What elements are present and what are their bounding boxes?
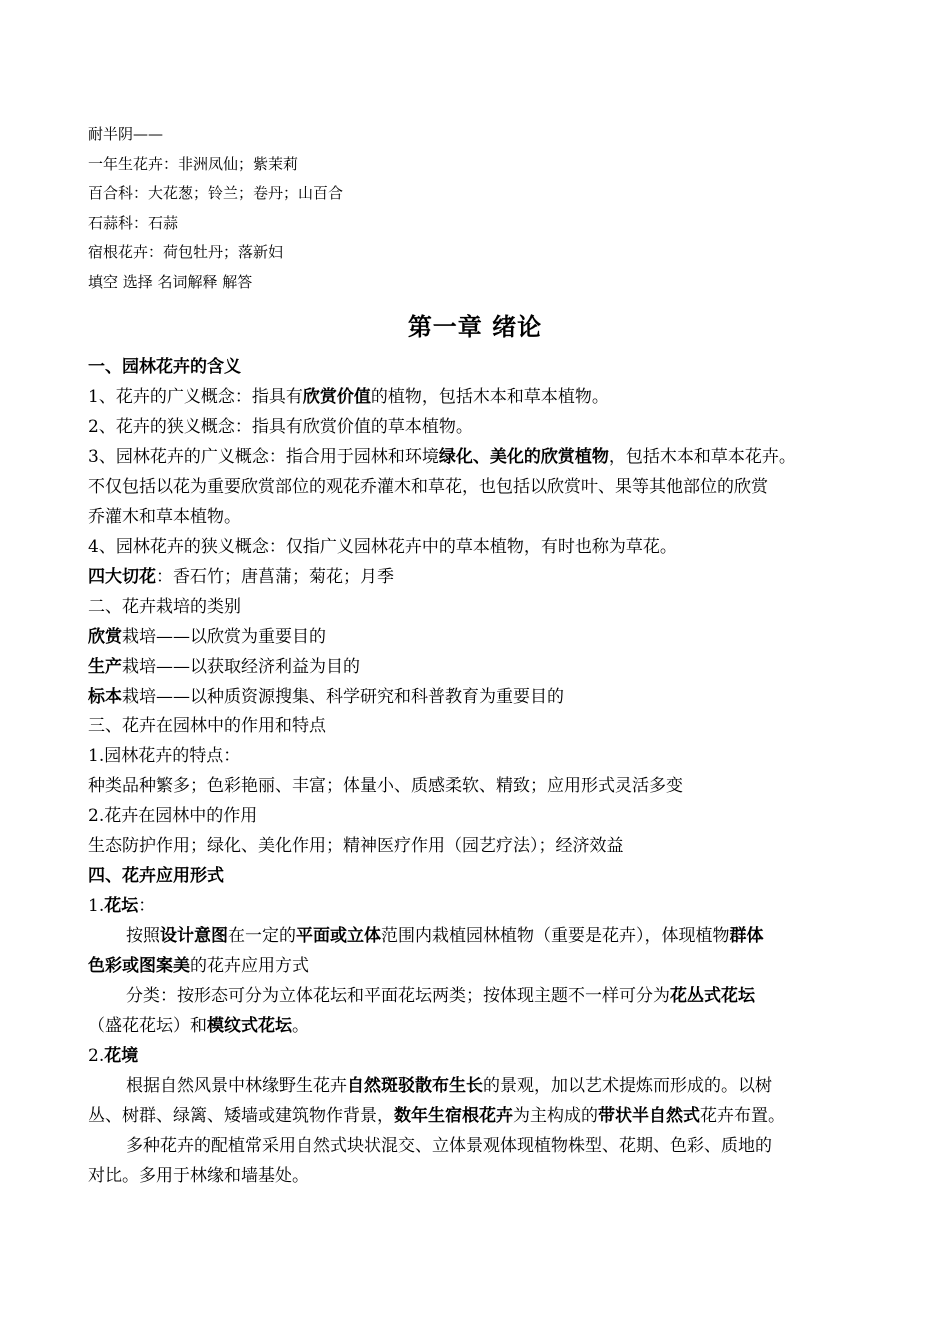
intro-line-5: 宿根花卉：荷包牡丹；落新妇 [88,243,284,261]
flower-bed-classification-line-2: （盛花花坛）和模纹式花坛。 [88,1016,309,1036]
cultivation-type-3: 标本栽培——以种质资源搜集、科学研究和科普教育为重要目的 [88,687,564,707]
flower-bed-classification: 分类：按形态可分为立体花坛和平面花坛两类；按体现主题不一样可分为花丛式花坛 [126,986,755,1006]
four-cut-flowers: 四大切花：香石竹；唐菖蒲；菊花；月季 [88,567,394,587]
intro-line-3: 百合科：大花葱；铃兰；卷丹；山百合 [88,184,344,202]
intro-line-4: 石蒜科：石蒜 [88,214,179,232]
section-1-heading: 一、园林花卉的含义 [88,357,241,377]
flower-bed-definition: 按照设计意图在一定的平面或立体范围内栽植园林植物（重要是花卉），体现植物群体 [126,926,764,946]
section-4-heading: 四、花卉应用形式 [88,866,224,886]
flower-border-definition-line-2: 丛、树群、绿篱、矮墙或建筑物作背景，数年生宿根花卉为主构成的带状半自然式花卉布置。 [88,1106,785,1126]
intro-line-2: 一年生花卉：非洲凤仙；紫茉莉 [88,155,299,173]
roles-text: 生态防护作用；绿化、美化作用；精神医疗作用（园艺疗法）；经济效益 [88,836,624,856]
intro-line-6: 填空 选择 名词解释 解答 [88,273,253,291]
chapter-title: 第一章 绪论 [407,312,543,341]
roles-heading: 2.花卉在园林中的作用 [88,806,258,826]
flower-border-heading: 2.花境 [88,1046,139,1066]
cultivation-type-1: 欣赏栽培——以欣赏为重要目的 [88,627,326,647]
definition-3-line-3: 乔灌木和草本植物。 [88,507,241,527]
cultivation-type-2: 生产栽培——以获取经济利益为目的 [88,657,360,677]
definition-2: 2、花卉的狭义概念：指具有欣赏价值的草本植物。 [88,417,473,437]
features-heading: 1.园林花卉的特点： [88,746,241,766]
section-3-heading: 三、花卉在园林中的作用和特点 [88,716,326,736]
flower-border-planting-line-2: 对比。多用于林缘和墙基处。 [88,1166,309,1186]
features-text: 种类品种繁多；色彩艳丽、丰富；体量小、质感柔软、精致；应用形式灵活多变 [88,776,683,796]
flower-border-definition: 根据自然风景中林缘野生花卉自然斑驳散布生长的景观，加以艺术提炼而形成的。以树 [126,1076,772,1096]
flower-bed-heading: 1.花坛： [88,896,156,916]
flower-border-planting: 多种花卉的配植常采用自然式块状混交、立体景观体现植物株型、花期、色彩、质地的 [126,1136,772,1156]
definition-3: 3、园林花卉的广义概念：指合用于园林和环境绿化、美化的欣赏植物，包括木本和草本花卉。 [88,447,796,467]
intro-line-1: 耐半阴—— [88,125,164,143]
definition-3-line-2: 不仅包括以花为重要欣赏部位的观花乔灌木和草花，也包括以欣赏叶、果等其他部位的欣赏 [88,477,768,497]
definition-1: 1、花卉的广义概念：指具有欣赏价值的植物，包括木本和草本植物。 [88,387,609,407]
section-2-heading: 二、花卉栽培的类别 [88,597,241,617]
flower-bed-definition-line-2: 色彩或图案美的花卉应用方式 [88,956,309,976]
definition-4: 4、园林花卉的狭义概念：仅指广义园林花卉中的草本植物，有时也称为草花。 [88,537,677,557]
